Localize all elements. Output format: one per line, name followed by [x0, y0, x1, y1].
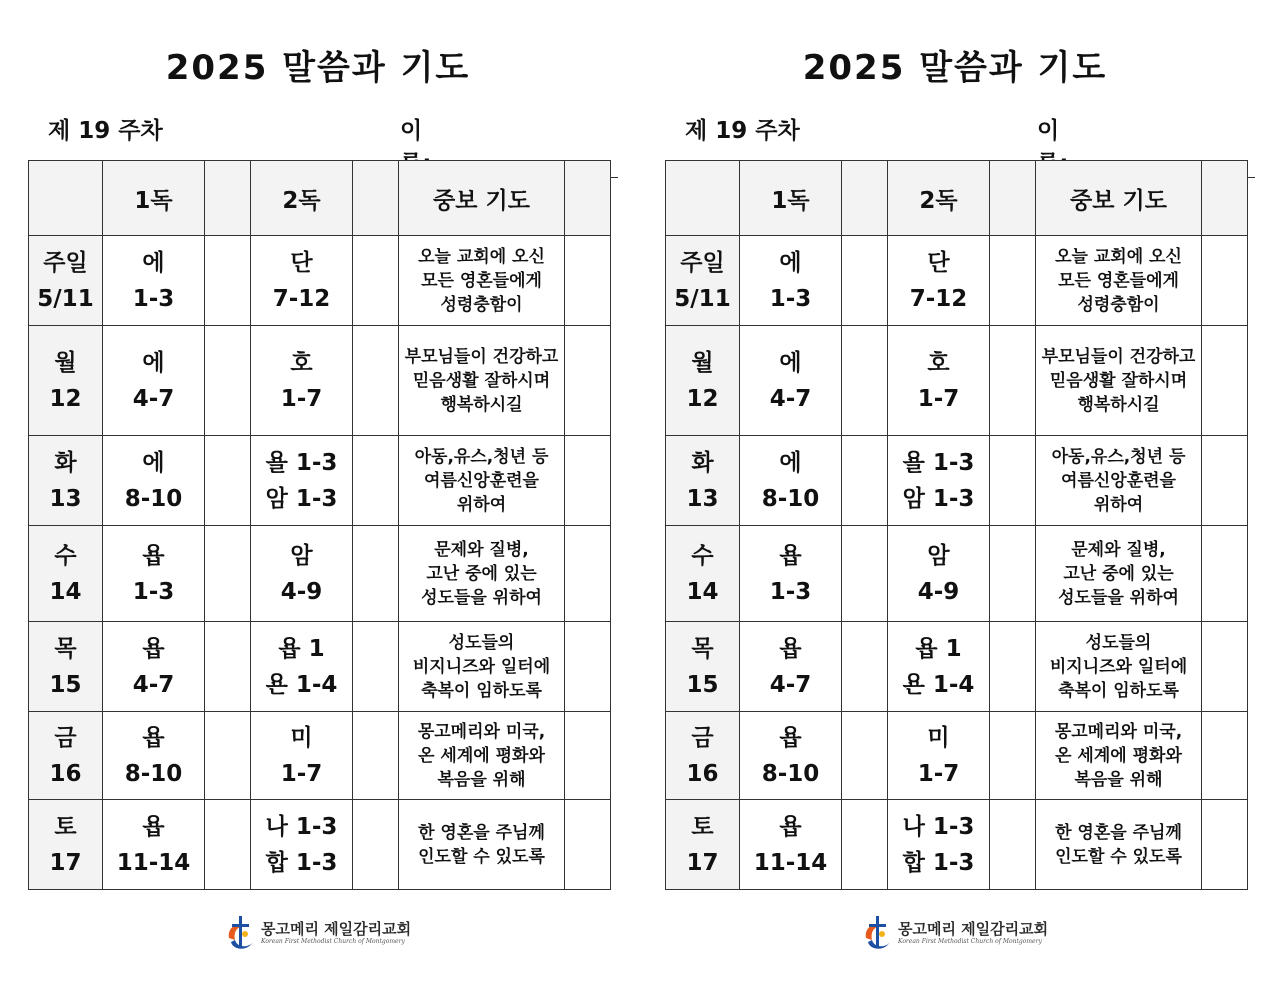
prayer-cell — [399, 236, 565, 326]
table-row — [666, 712, 1248, 800]
day-text: 목 — [691, 635, 714, 662]
reading-text: 미 — [290, 724, 313, 751]
reading-text: 합 1-3 — [902, 849, 975, 876]
reading-text: 4-7 — [769, 671, 812, 698]
reading-text: 1-3 — [132, 578, 175, 605]
prayer-text: 여름신앙훈련을 — [424, 470, 539, 491]
header-first-reading: 1독 — [103, 161, 205, 236]
check-box-second-reading[interactable] — [990, 326, 1036, 436]
header-check-1 — [205, 161, 251, 236]
check-box-second-reading[interactable] — [353, 800, 399, 890]
day-text: 15 — [686, 671, 719, 698]
reading-text: 4-7 — [132, 385, 175, 412]
table-row — [666, 326, 1248, 436]
day-cell — [29, 436, 103, 526]
reading-text: 욥 — [779, 635, 802, 662]
second-reading-cell — [888, 326, 990, 436]
page-title: 2025 말씀과 기도 — [165, 48, 471, 88]
reading-table — [28, 160, 611, 890]
reading-text: 7-12 — [909, 285, 968, 312]
reading-text: 1-7 — [280, 760, 323, 787]
first-reading-cell — [740, 326, 842, 436]
header-first-reading: 1독 — [740, 161, 842, 236]
day-text: 12 — [49, 385, 82, 412]
prayer-text: 행복하시길 — [1077, 394, 1160, 415]
first-reading-cell — [740, 800, 842, 890]
reading-text: 11-14 — [753, 849, 828, 876]
second-reading-cell — [888, 712, 990, 800]
day-cell — [29, 622, 103, 712]
check-box-prayer[interactable] — [1202, 526, 1248, 622]
prayer-text: 고난 중에 있는 — [426, 563, 537, 584]
reading-text: 욥 — [142, 813, 165, 840]
check-box-prayer[interactable] — [1202, 800, 1248, 890]
reading-text: 욘 1-4 — [902, 671, 975, 698]
sheet-right — [655, 0, 1255, 989]
reading-text: 나 1-3 — [265, 813, 338, 840]
reading-text: 에 — [779, 249, 802, 276]
table-row — [29, 236, 611, 326]
day-text: 금 — [54, 724, 77, 751]
prayer-text: 한 영혼을 주님께 — [418, 822, 545, 843]
reading-text: 4-9 — [917, 578, 960, 605]
reading-text: 욥 — [142, 635, 165, 662]
table-header-row — [666, 161, 1248, 236]
prayer-text: 온 세계에 평화와 — [418, 745, 545, 766]
prayer-text: 문제와 질병, — [434, 539, 529, 560]
check-box-second-reading[interactable] — [990, 800, 1036, 890]
reading-text: 8-10 — [124, 760, 183, 787]
day-cell — [29, 712, 103, 800]
check-box-second-reading[interactable] — [353, 436, 399, 526]
prayer-text: 인도할 수 있도록 — [1055, 846, 1182, 867]
day-cell — [29, 526, 103, 622]
prayer-text: 부모님들이 건강하고 — [1041, 346, 1196, 367]
day-text: 화 — [54, 449, 77, 476]
prayer-text: 오늘 교회에 오신 — [1055, 246, 1182, 267]
day-cell — [29, 236, 103, 326]
table-row — [29, 436, 611, 526]
prayer-cell — [1036, 712, 1202, 800]
reading-text: 4-9 — [280, 578, 323, 605]
prayer-cell — [399, 436, 565, 526]
reading-text: 에 — [142, 349, 165, 376]
reading-text: 1-7 — [280, 385, 323, 412]
prayer-text: 한 영혼을 주님께 — [1055, 822, 1182, 843]
prayer-cell — [1036, 436, 1202, 526]
check-box-first-reading[interactable] — [842, 800, 888, 890]
check-box-second-reading[interactable] — [353, 712, 399, 800]
day-cell — [666, 800, 740, 890]
check-box-second-reading[interactable] — [990, 436, 1036, 526]
day-text: 주일 — [680, 249, 725, 276]
check-box-first-reading[interactable] — [205, 622, 251, 712]
check-box-first-reading[interactable] — [205, 326, 251, 436]
prayer-text: 성도들의 — [448, 632, 515, 653]
check-box-first-reading[interactable] — [842, 712, 888, 800]
second-reading-cell — [888, 436, 990, 526]
check-box-prayer[interactable] — [565, 236, 611, 326]
header-check-3 — [1202, 161, 1248, 236]
prayer-text: 고난 중에 있는 — [1063, 563, 1174, 584]
prayer-text: 축복이 임하도록 — [421, 680, 542, 701]
prayer-cell — [1036, 526, 1202, 622]
reading-text: 암 — [290, 542, 313, 569]
day-cell — [666, 236, 740, 326]
day-text: 토 — [54, 813, 77, 840]
cross-flame-icon — [223, 912, 259, 954]
day-text: 5/11 — [674, 285, 731, 312]
prayer-text: 믿음생활 잘하시며 — [412, 370, 551, 391]
header-day-blank — [29, 161, 103, 236]
day-cell — [29, 800, 103, 890]
prayer-text: 성도들을 위하여 — [421, 587, 542, 608]
reading-text: 암 1-3 — [902, 485, 975, 512]
prayer-text: 문제와 질병, — [1071, 539, 1166, 560]
table-row — [666, 526, 1248, 622]
first-reading-cell — [740, 526, 842, 622]
reading-text: 8-10 — [761, 760, 820, 787]
logo-church-name: 몽고메리 제일감리교회 — [261, 920, 412, 938]
prayer-cell — [1036, 622, 1202, 712]
reading-text: 단 — [290, 249, 313, 276]
prayer-text: 몽고메리와 미국, — [417, 721, 546, 742]
day-text: 14 — [686, 578, 719, 605]
second-reading-cell — [251, 712, 353, 800]
first-reading-cell — [740, 622, 842, 712]
day-text: 화 — [691, 449, 714, 476]
day-text: 수 — [691, 542, 714, 569]
day-cell — [666, 712, 740, 800]
prayer-text: 여름신앙훈련을 — [1061, 470, 1176, 491]
first-reading-cell — [103, 436, 205, 526]
prayer-text: 인도할 수 있도록 — [418, 846, 545, 867]
church-logo — [860, 912, 1048, 954]
header-second-reading: 2독 — [888, 161, 990, 236]
reading-text: 7-12 — [272, 285, 331, 312]
prayer-cell — [1036, 326, 1202, 436]
check-box-prayer[interactable] — [1202, 712, 1248, 800]
name-label: 이 — [1037, 118, 1060, 144]
prayer-text: 아동,유스,청년 등 — [1051, 446, 1186, 467]
table-row — [666, 800, 1248, 890]
header-second-reading: 2독 — [251, 161, 353, 236]
reading-text: 나 1-3 — [902, 813, 975, 840]
check-box-prayer[interactable] — [565, 712, 611, 800]
prayer-text: 모든 영혼들에게 — [421, 270, 542, 291]
header-check-3 — [565, 161, 611, 236]
first-reading-cell — [103, 326, 205, 436]
reading-text: 4-7 — [769, 385, 812, 412]
header-prayer: 중보 기도 — [1036, 161, 1202, 236]
reading-text: 욜 1-3 — [265, 449, 338, 476]
check-box-prayer[interactable] — [1202, 236, 1248, 326]
day-text: 금 — [691, 724, 714, 751]
first-reading-cell — [103, 236, 205, 326]
reading-text: 욘 1-4 — [265, 671, 338, 698]
header-check-1 — [842, 161, 888, 236]
reading-text: 4-7 — [132, 671, 175, 698]
day-text: 월 — [691, 349, 714, 376]
check-box-second-reading[interactable] — [990, 236, 1036, 326]
prayer-text: 오늘 교회에 오신 — [418, 246, 545, 267]
check-box-prayer[interactable] — [565, 526, 611, 622]
logo-church-name: 몽고메리 제일감리교회 — [898, 920, 1049, 938]
first-reading-cell — [103, 712, 205, 800]
reading-text: 에 — [142, 449, 165, 476]
reading-text: 암 — [927, 542, 950, 569]
first-reading-cell — [740, 712, 842, 800]
logo-church-name-english: Korean First Methodist Church of Montgomery — [261, 938, 405, 945]
table-row — [29, 622, 611, 712]
check-box-first-reading[interactable] — [842, 436, 888, 526]
reading-text: 1-3 — [769, 285, 812, 312]
reading-text: 1-7 — [917, 760, 960, 787]
prayer-text: 위하여 — [1093, 494, 1144, 515]
table-row — [29, 712, 611, 800]
check-box-second-reading[interactable] — [990, 712, 1036, 800]
reading-text: 욥 — [142, 724, 165, 751]
reading-text: 욥 — [779, 542, 802, 569]
prayer-text: 몽고메리와 미국, — [1054, 721, 1183, 742]
prayer-cell — [399, 526, 565, 622]
reading-text: 욜 1-3 — [902, 449, 975, 476]
table-row — [666, 236, 1248, 326]
second-reading-cell — [251, 436, 353, 526]
first-reading-cell — [103, 800, 205, 890]
prayer-text: 비지니즈와 일터에 — [1049, 656, 1188, 677]
header-day-blank — [666, 161, 740, 236]
second-reading-cell — [888, 800, 990, 890]
check-box-first-reading[interactable] — [205, 236, 251, 326]
check-box-first-reading[interactable] — [205, 436, 251, 526]
table-row — [666, 436, 1248, 526]
reading-text: 욥 — [779, 724, 802, 751]
prayer-cell — [399, 622, 565, 712]
header-check-2 — [353, 161, 399, 236]
prayer-cell — [1036, 800, 1202, 890]
day-text: 목 — [54, 635, 77, 662]
day-text: 17 — [49, 849, 82, 876]
table-row — [666, 622, 1248, 712]
check-box-prayer[interactable] — [1202, 436, 1248, 526]
day-text: 13 — [49, 485, 82, 512]
second-reading-cell — [251, 236, 353, 326]
day-cell — [666, 436, 740, 526]
prayer-text: 온 세계에 평화와 — [1055, 745, 1182, 766]
logo-church-name-english: Korean First Methodist Church of Montgomery — [898, 938, 1042, 945]
check-box-second-reading[interactable] — [990, 526, 1036, 622]
check-box-first-reading[interactable] — [842, 526, 888, 622]
check-box-prayer[interactable] — [565, 326, 611, 436]
prayer-cell — [399, 712, 565, 800]
check-box-first-reading[interactable] — [205, 800, 251, 890]
first-reading-cell — [740, 236, 842, 326]
reading-text: 에 — [779, 349, 802, 376]
reading-text: 에 — [779, 449, 802, 476]
day-cell — [666, 526, 740, 622]
prayer-text: 비지니즈와 일터에 — [412, 656, 551, 677]
check-box-first-reading[interactable] — [205, 712, 251, 800]
reading-text: 8-10 — [761, 485, 820, 512]
prayer-text: 행복하시길 — [440, 394, 523, 415]
reading-text: 암 1-3 — [265, 485, 338, 512]
reading-text: 합 1-3 — [265, 849, 338, 876]
day-text: 14 — [49, 578, 82, 605]
prayer-text: 부모님들이 건강하고 — [404, 346, 559, 367]
reading-table — [665, 160, 1248, 890]
day-text: 13 — [686, 485, 719, 512]
cross-flame-icon — [860, 912, 896, 954]
reading-text: 11-14 — [116, 849, 191, 876]
day-text: 토 — [691, 813, 714, 840]
second-reading-cell — [888, 526, 990, 622]
check-box-first-reading[interactable] — [205, 526, 251, 622]
reading-text: 에 — [142, 249, 165, 276]
week-label: 제 19 주차 — [685, 118, 800, 144]
sheet-left — [18, 0, 618, 989]
day-text: 16 — [49, 760, 82, 787]
check-box-prayer[interactable] — [565, 436, 611, 526]
reading-text: 1-7 — [917, 385, 960, 412]
prayer-text: 성도들을 위하여 — [1058, 587, 1179, 608]
prayer-text: 성도들의 — [1085, 632, 1152, 653]
reading-text: 욥 1 — [915, 635, 962, 662]
second-reading-cell — [888, 236, 990, 326]
name-label: 이 — [400, 118, 423, 144]
day-text: 17 — [686, 849, 719, 876]
reading-text: 욥 — [779, 813, 802, 840]
check-box-second-reading[interactable] — [353, 526, 399, 622]
reading-text: 욥 1 — [278, 635, 325, 662]
check-box-prayer[interactable] — [565, 800, 611, 890]
check-box-prayer[interactable] — [565, 622, 611, 712]
reading-text: 욥 — [142, 542, 165, 569]
prayer-text: 위하여 — [456, 494, 507, 515]
reading-text: 8-10 — [124, 485, 183, 512]
reading-text: 1-3 — [769, 578, 812, 605]
reading-text: 미 — [927, 724, 950, 751]
first-reading-cell — [740, 436, 842, 526]
check-box-first-reading[interactable] — [842, 236, 888, 326]
prayer-text: 성령충함이 — [440, 294, 523, 315]
header-prayer: 중보 기도 — [399, 161, 565, 236]
prayer-text: 모든 영혼들에게 — [1058, 270, 1179, 291]
day-text: 수 — [54, 542, 77, 569]
reading-text: 호 — [927, 349, 950, 376]
first-reading-cell — [103, 622, 205, 712]
second-reading-cell — [251, 800, 353, 890]
prayer-cell — [1036, 236, 1202, 326]
prayer-text: 성령충함이 — [1077, 294, 1160, 315]
check-box-second-reading[interactable] — [353, 236, 399, 326]
check-box-second-reading[interactable] — [353, 622, 399, 712]
check-box-first-reading[interactable] — [842, 326, 888, 436]
prayer-text: 복음을 위해 — [1074, 769, 1163, 790]
day-text: 주일 — [43, 249, 88, 276]
day-text: 16 — [686, 760, 719, 787]
second-reading-cell — [888, 622, 990, 712]
table-row — [29, 800, 611, 890]
day-text: 월 — [54, 349, 77, 376]
table-header-row — [29, 161, 611, 236]
check-box-second-reading[interactable] — [990, 622, 1036, 712]
reading-text: 단 — [927, 249, 950, 276]
first-reading-cell — [103, 526, 205, 622]
header-check-2 — [990, 161, 1036, 236]
prayer-text: 아동,유스,청년 등 — [414, 446, 549, 467]
table-row — [29, 526, 611, 622]
table-row — [29, 326, 611, 436]
church-logo — [223, 912, 411, 954]
prayer-text: 믿음생활 잘하시며 — [1049, 370, 1188, 391]
check-box-prayer[interactable] — [1202, 326, 1248, 436]
reading-text: 1-3 — [132, 285, 175, 312]
day-text: 15 — [49, 671, 82, 698]
check-box-prayer[interactable] — [1202, 622, 1248, 712]
check-box-second-reading[interactable] — [353, 326, 399, 436]
day-cell — [666, 326, 740, 436]
second-reading-cell — [251, 326, 353, 436]
prayer-text: 축복이 임하도록 — [1058, 680, 1179, 701]
prayer-text: 복음을 위해 — [437, 769, 526, 790]
page-title: 2025 말씀과 기도 — [802, 48, 1108, 88]
day-text: 5/11 — [37, 285, 94, 312]
day-cell — [29, 326, 103, 436]
second-reading-cell — [251, 526, 353, 622]
prayer-cell — [399, 326, 565, 436]
second-reading-cell — [251, 622, 353, 712]
prayer-cell — [399, 800, 565, 890]
day-cell — [666, 622, 740, 712]
week-label: 제 19 주차 — [48, 118, 163, 144]
reading-text: 호 — [290, 349, 313, 376]
day-text: 12 — [686, 385, 719, 412]
check-box-first-reading[interactable] — [842, 622, 888, 712]
